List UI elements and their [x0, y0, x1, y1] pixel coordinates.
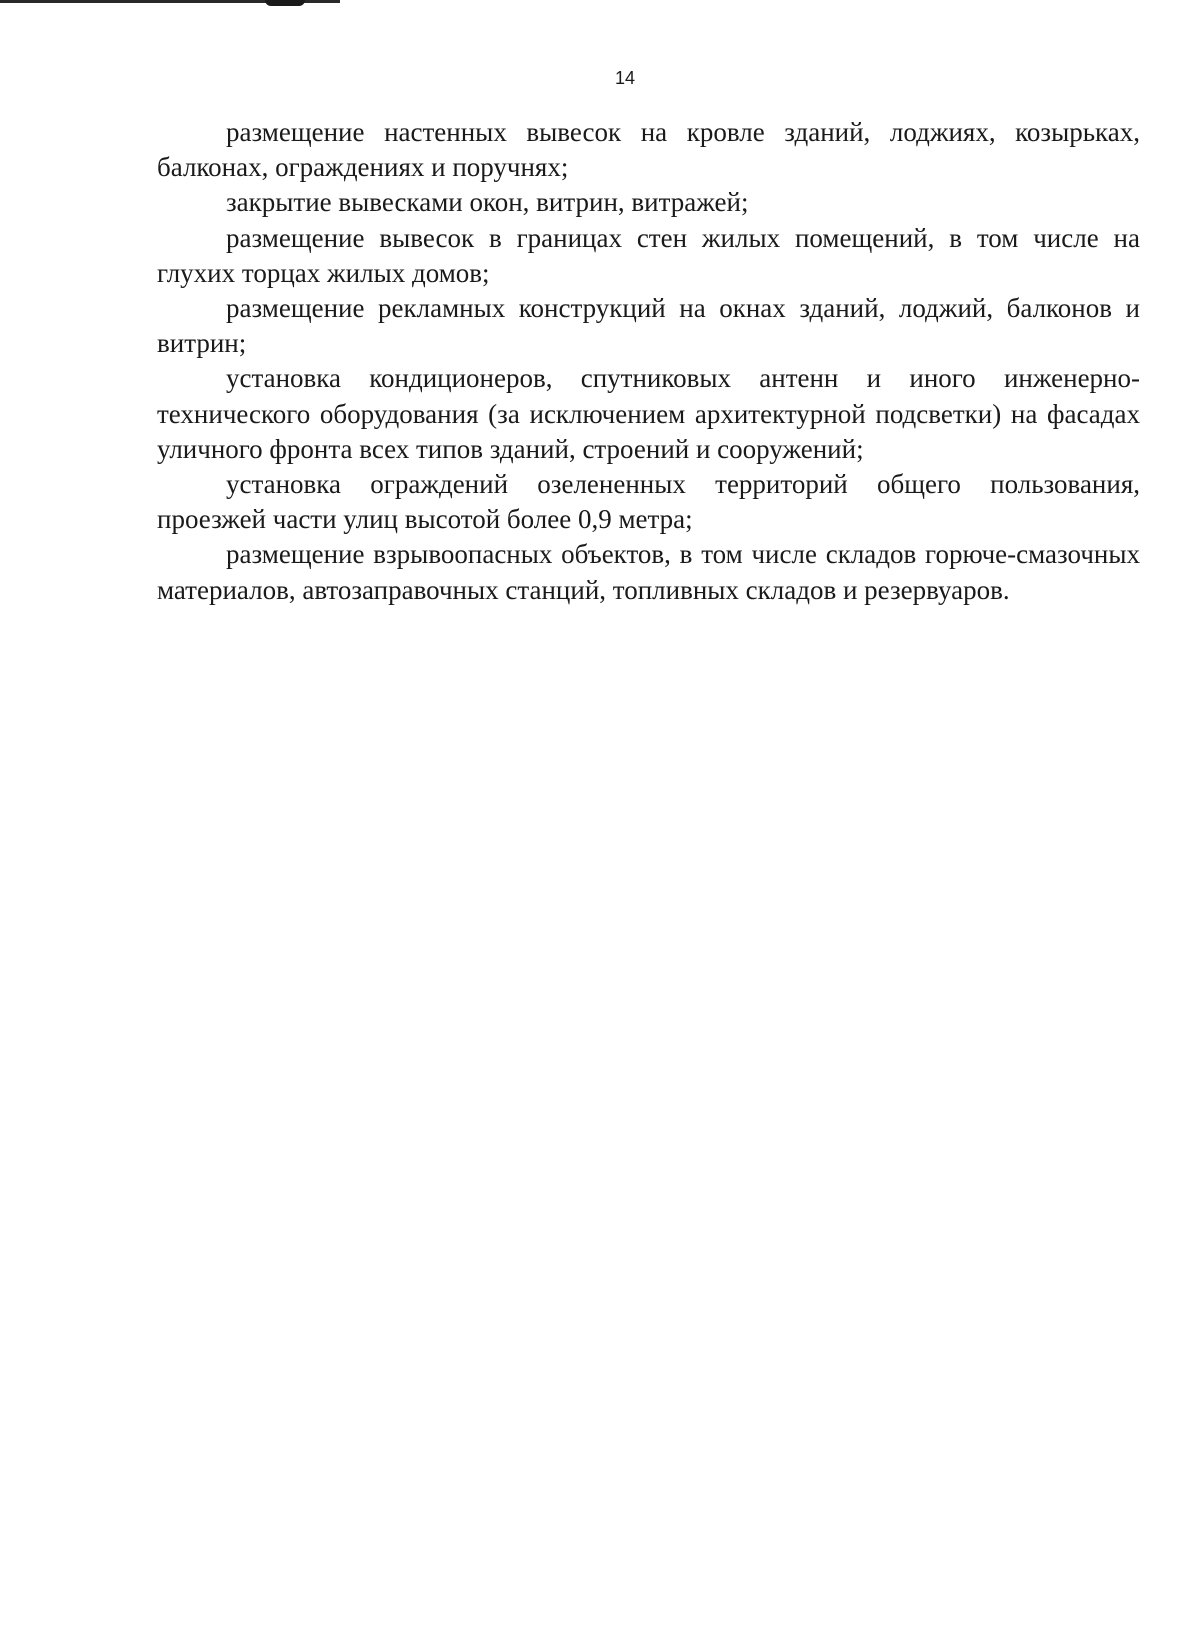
- paragraph: размещение настенных вывесок на кровле зданий, лоджиях, козырьках, балконах, ограждениях и поручнях;: [157, 117, 1140, 183]
- paragraph: размещение вывесок в границах стен жилых помещений, в том числе на глухих торцах жилых домов;: [157, 222, 1140, 288]
- document-body: [157, 115, 1140, 608]
- paragraph: закрытие вывесками окон, витрин, витражей;: [226, 187, 749, 218]
- paragraph: размещение взрывоопасных объектов, в том числе складов горюче-смазочных материалов, автозаправочных станций, топливных складов и резервуаров.: [157, 539, 1140, 605]
- paragraph: установка ограждений озелененных территорий общего пользования, проезжей части улиц высотой более 0,9 метра;: [157, 469, 1140, 535]
- paragraph: размещение рекламных конструкций на окнах зданий, лоджий, балконов и витрин;: [157, 293, 1140, 359]
- paragraph: установка кондиционеров, спутниковых антенн и иного инженерно-технического оборудования (за исключением архитектурной подсветки) на фасадах уличного фронта всех типов зданий, строений и сооружений;: [157, 363, 1140, 464]
- scan-artifact-mark: [265, 0, 305, 6]
- page-number: 14: [614, 68, 636, 88]
